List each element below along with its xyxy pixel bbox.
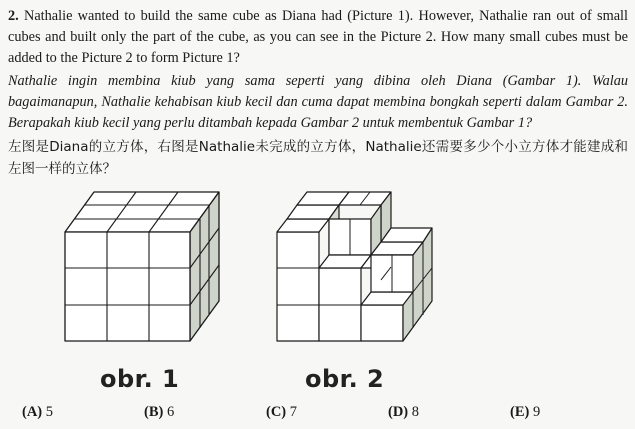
option-e-label: (E) bbox=[510, 404, 530, 420]
option-c[interactable] bbox=[266, 404, 297, 421]
option-e-value: 9 bbox=[532, 404, 541, 420]
option-c-label: (C) bbox=[266, 404, 287, 420]
option-d-label: (D) bbox=[388, 404, 409, 420]
full-3x3x3-cube-icon bbox=[55, 180, 230, 352]
option-a-value: 5 bbox=[45, 404, 54, 420]
option-c-value: 7 bbox=[289, 404, 298, 420]
partial-cube-structure-icon bbox=[272, 180, 447, 352]
question-text-malay: Nathalie ingin membina kiub yang sama seperti yang dibina oleh Diana (Gambar 1). Walau bagaimanapun, Nathalie kehabisan kiub kecil dan cuma dapat membina bongkah seperti dalam Gambar 2. Berapakah kiub kecil yang perlu ditambah kepada Gambar 2 untuk membentuk Gambar 1? bbox=[8, 73, 628, 131]
question-text-english bbox=[8, 6, 628, 69]
question-text-chinese: 左图是Diana的立方体，右图是Nathalie未完成的立方体，Nathalie还需要多少个小立方体才能建成和左图一样的立体？ bbox=[8, 139, 628, 177]
option-b-label: (B) bbox=[144, 404, 164, 420]
option-b[interactable] bbox=[144, 404, 174, 421]
option-d-value: 8 bbox=[411, 404, 420, 420]
question-body-english: Nathalie wanted to build the same cube as Diana had (Picture 1). However, Nathalie ran out of small cubes and built only the part of the cube, as you can see in the Picture 2. How many small cubes must be added to the Picture 2 to form Picture 1? bbox=[8, 8, 629, 66]
option-e[interactable] bbox=[510, 404, 540, 421]
answer-options bbox=[0, 404, 635, 426]
figure-1-caption: obr. 1 bbox=[100, 365, 180, 393]
question-number: 2. bbox=[8, 8, 19, 24]
option-b-value: 6 bbox=[166, 404, 175, 420]
option-a-label: (A) bbox=[22, 404, 43, 420]
option-a[interactable] bbox=[22, 404, 53, 421]
figure-2-caption: obr. 2 bbox=[305, 365, 385, 393]
option-d[interactable] bbox=[388, 404, 419, 421]
